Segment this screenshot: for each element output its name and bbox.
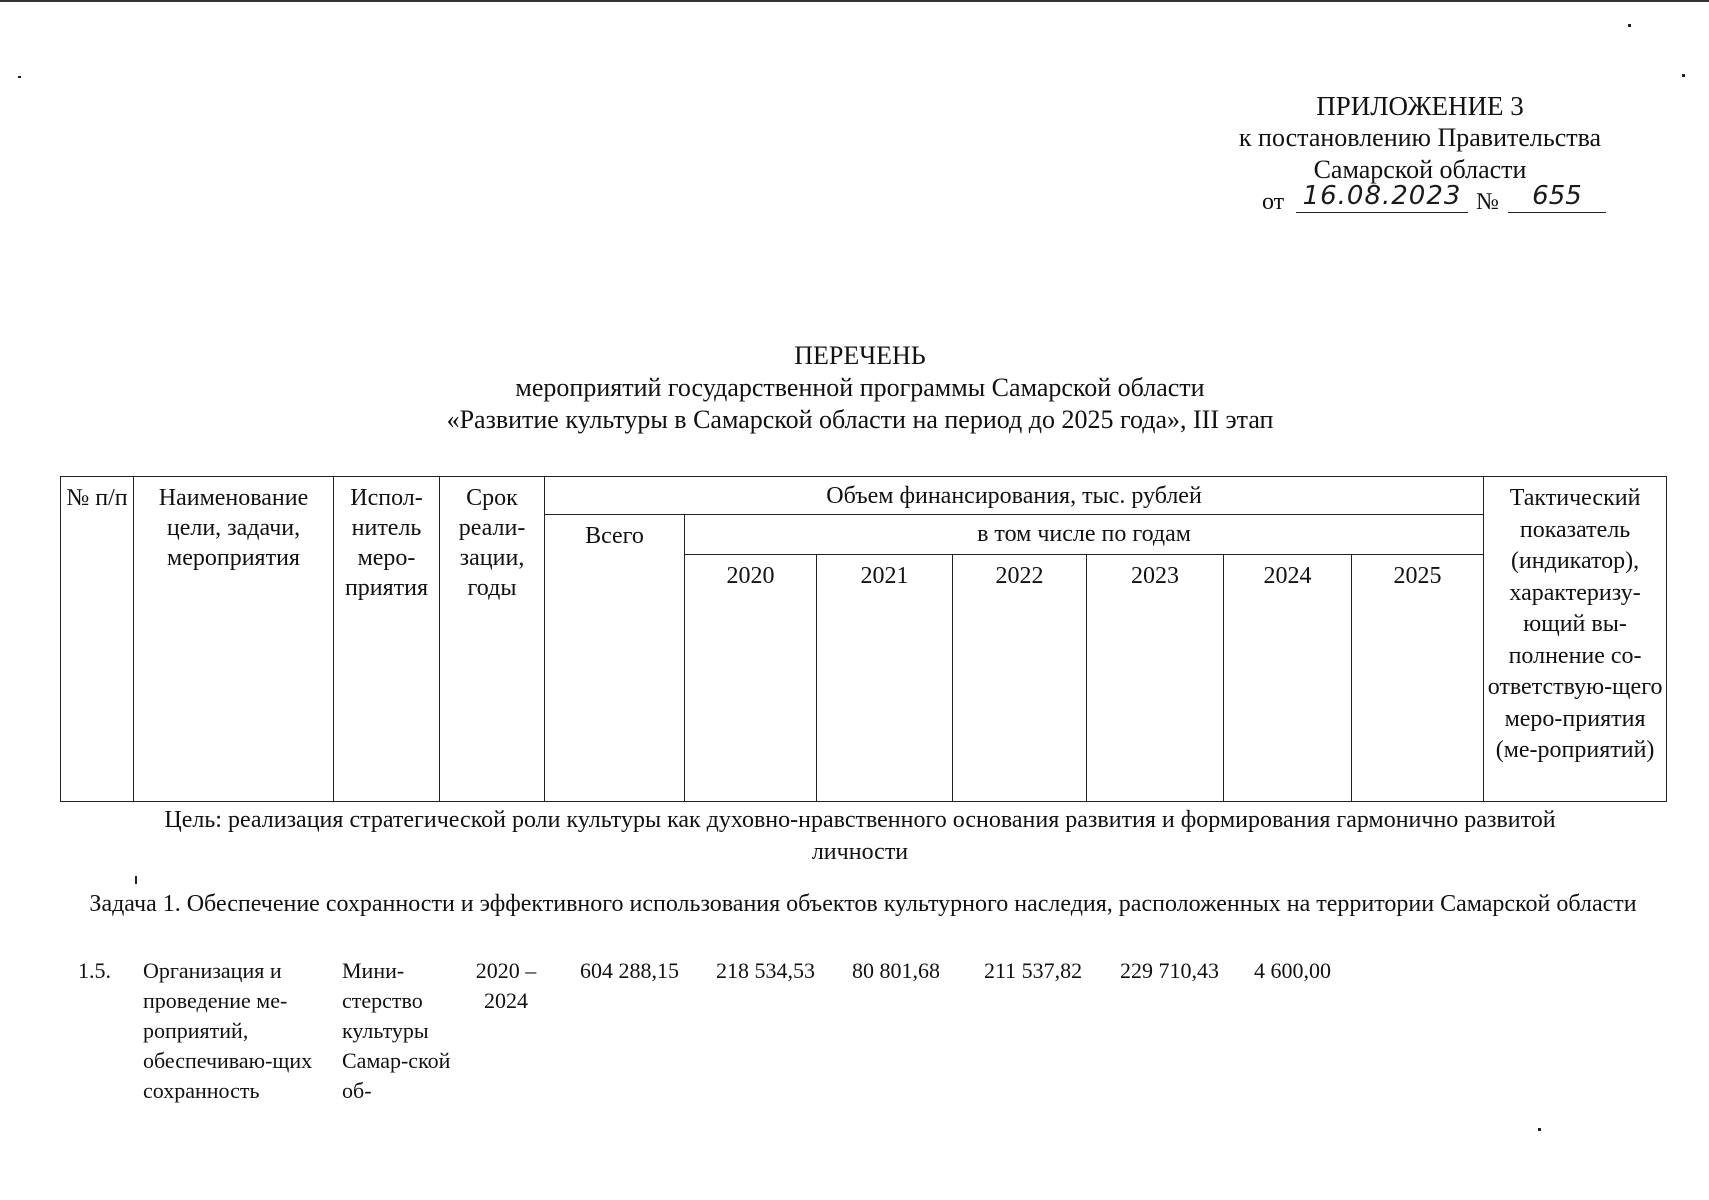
measures-table [60,476,1667,802]
scan-speck [1682,74,1685,77]
row-total: 604 288,15 [580,958,679,983]
list-title: ПЕРЕЧЕНЬ [794,341,926,370]
date-prefix: от [1262,189,1285,215]
appendix-date-line [1190,181,1650,222]
header-year-2023: 2023 [1087,555,1224,802]
appendix-title: ПРИЛОЖЕНИЕ 3 [1316,91,1524,121]
row-term: 2020 – 2024 [475,958,537,1013]
header-executor: Испол-нитель меро-приятия [334,477,440,802]
header-term: Срок реали-зации, годы [440,477,545,802]
list-header [300,340,1420,436]
scan-edge-line [0,0,1709,2]
handwritten-date: 16.08.2023 [1296,180,1468,213]
scan-speck [1538,1128,1541,1131]
row-value-2022: 211 537,82 [984,958,1083,983]
scan-speck [135,876,137,884]
task-text: Задача 1. Обеспечение сохранности и эффективного использования объектов культурного наследия, расположенных на территории Самарской области [89,891,1637,917]
scan-speck [18,76,21,78]
number-sign: № [1476,189,1499,215]
header-num: № п/п [61,477,134,802]
header-funding: Объем финансирования, тыс. рублей [545,477,1484,515]
row-number: 1.5. [78,958,111,983]
header-by-years: в том числе по годам [685,515,1484,555]
header-year-2025: 2025 [1352,555,1484,802]
row-executor: Мини-стерство культуры Самар-ской об- [342,958,451,1103]
row-value-2024: 4 600,00 [1254,958,1331,983]
header-total: Всего [545,515,685,802]
handwritten-number: 655 [1508,180,1606,213]
appendix-resolution-line: к постановлению Правительства [1238,123,1602,152]
row-value-2021: 80 801,68 [852,958,940,983]
header-year-2024: 2024 [1224,555,1352,802]
row-value-2023: 229 710,43 [1120,958,1219,983]
row-name: Организация и проведение ме-роприятий, обеспечиваю-щих сохранность [143,958,313,1103]
header-indicator: Тактический показатель (индикатор), характеризу-ющий вы-полнение со-ответствую-щего меро-приятия (ме-роприятий) [1484,477,1667,802]
header-year-2020: 2020 [685,555,817,802]
list-subtitle: мероприятий государственной программы Самарской области [515,373,1205,402]
program-name: «Развитие культуры в Самарской области на период до 2025 года», III этап [446,405,1274,434]
row-value-2020: 218 534,53 [716,958,815,983]
appendix-region-line: Самарской области [1313,155,1527,184]
goal-text: Цель: реализация стратегической роли культуры как духовно-нравственного основания развития и формирования гармонично развитой личности [164,807,1556,865]
header-year-2021: 2021 [817,555,953,802]
header-name: Наименование цели, задачи, мероприятия [134,477,334,802]
header-year-2022: 2022 [953,555,1087,802]
scan-speck [1628,24,1631,27]
appendix-block [1190,90,1650,222]
